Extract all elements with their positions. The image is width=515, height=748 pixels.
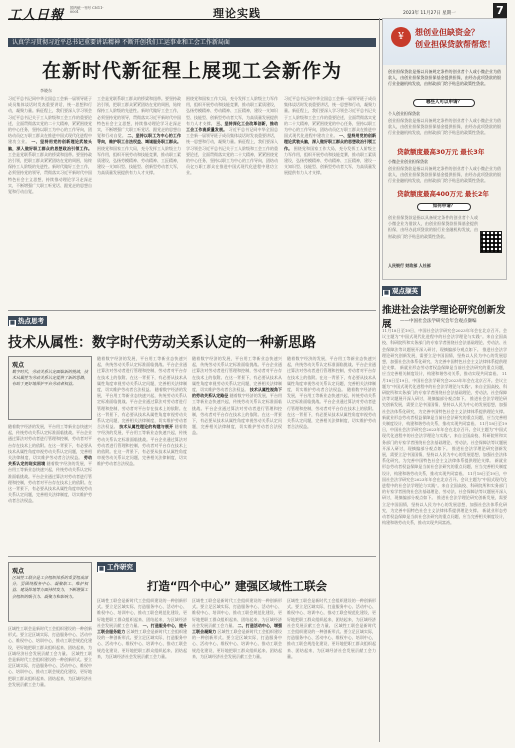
sidebar-body bbox=[382, 328, 507, 742]
sidebar-title: 推进社会法学理论研究创新发展 bbox=[382, 305, 506, 330]
promo-amount-2: 贷款额度最高400万元 最长2年 bbox=[397, 190, 489, 198]
opinion-badge bbox=[382, 286, 421, 296]
section-marker-icon: ■ bbox=[98, 566, 105, 572]
newspaper-logo: 工人日報 bbox=[8, 8, 65, 23]
viewpoint-box-2 bbox=[8, 356, 92, 420]
divider bbox=[8, 556, 376, 557]
article3-col2-text: 区域性工联会是新时代工会组织建设的一种创新形式。要立足区域实际，打造服务中心、活动中心、维权中心、培训中心，推动工联会规范化建设，更好地把职工群众组织起来、团结起来，为区域经济社会发展贡献工会力量。 bbox=[97, 598, 187, 628]
loan-promo-ad bbox=[382, 18, 507, 280]
article3-subhead-1: 一、打造服务中心，提升工联会服务能力 bbox=[97, 622, 187, 635]
promo-item-2: 小微企业创业担保贷款 bbox=[388, 159, 428, 164]
article3-col3-text-more: 区域性工联会是新时代工会组织建设的一种创新形式。要立足区域实际，打造服务中心、活动中心、维权中心、培训中心，推动工联会规范化建设，更好地把职工群众组织起来、团结起来，为区域经济社会发展贡献工会力量。 bbox=[192, 629, 282, 659]
article3-col4-text-more: 区域性工联会是新时代工会组织建设的一种创新形式。要立足区域实际，打造服务中心、活动中心、维权中心、培训中心，推动工联会规范化建设，更好地把职工群众组织起来、团结起来，为区域经济社会发展贡献工会力量。 bbox=[287, 622, 376, 659]
article3-col1-text-more: 区域性工联会是新时代工会组织建设的一种创新形式。要立足区域实际，打造服务中心、活动中心、维权中心、培训中心，推动工联会规范化建设，更好地把职工群众组织起来、团结起来，为区域经济社会发展贡献工会力量。 bbox=[8, 650, 92, 687]
sidebar-para-6: 新就业形态劳动者权益保障是当前社会法研究的重点问题，应当完善相关制度设计，构建和谐劳动关系，推动实现共同富裕。 bbox=[382, 414, 507, 427]
sidebar-subtitle: ——中国社会法学研究会年会观点撷编 bbox=[400, 319, 477, 324]
promo-headline-2: 创业担保贷款帮帮您！ bbox=[415, 40, 495, 49]
article3-column-3 bbox=[192, 598, 282, 742]
lead-col3-subhead: 三、坚持深化工会改革创新，推动工会工作高质量发展。 bbox=[186, 120, 278, 133]
promo-question-1: 哪些人可以申请？ bbox=[413, 99, 475, 107]
article3-column-2 bbox=[97, 598, 187, 742]
yuan-coin-icon: ¥ bbox=[391, 27, 411, 47]
article2-col3-text: 随着数字经济的发展，平台用工等新业态快速兴起，传统劳动关系认定标准面临挑战。平台企业通过算法对劳动者进行管理和控制，劳动者对平台存在技术上的依附。在这一背景下，有必要从技术从属性角度审视劳动关系认定问题，完善相关法律制度，切实维护劳动者合法权益。 bbox=[192, 356, 282, 393]
lead-col4-subhead: 一、坚持用党的创新理论武装头脑，深入做好职工群众的思想政治引领工作。 bbox=[284, 133, 376, 151]
promo-item-2-detail: 创业担保贷款是指以具备规定条件的创业者个人或小微企业为借款人，由创业担保贷款担保基金提供担保，由经办此项贷款的银行业金融机构发放，由财政部门给予贴息的政策性贷款。 bbox=[388, 166, 501, 184]
lead-col2-text-more: 围绕党和国家工作大局，充分发挥工人阶级主力军作用，组织开展劳动和技能竞赛，推动职工素质建设，弘扬劳模精神、劳动精神、工匠精神，建设一支知识型、技能型、创新型劳动者大军，为高质量发展提供有力人才支撑。 bbox=[97, 145, 181, 176]
lead-headline: 在新时代新征程上展现工会新作为 bbox=[41, 60, 342, 82]
sidebar-para-1: 11月18日至19日，中国社会法学研究会2023年年会在北京召开。会议主题为“中国式现代化进程中的社会法学理论与实践”。来自全国高校、科研院所和实务部门的专家学者围绕社会法基础理论、劳动法、社会保障法等议题展开深入研讨，现摘编部分观点如下。 bbox=[382, 328, 507, 352]
article3-col2-text-more: 区域性工联会是新时代工会组织建设的一种创新形式。要立足区域实际，打造服务中心、活动中心、维权中心、培训中心，推动工联会规范化建设，更好地把职工群众组织起来、团结起来，为区域经济社会发展贡献工会力量。 bbox=[97, 629, 187, 659]
lead-col4-text: 习近平总书记同中华全国总工会新一届领导班子成员集体谈话时发表重要讲话，统一思想和行动，凝聚力量。新征程上，我们要深入学习领会习近平总书记关于工人阶级和工会工作的重要论述，全面贯彻落实党的二十大精神，紧紧围绕党的中心任务，坚持以职工为中心的工作导向，团结动员亿万职工群众在推进中国式现代化进程中建功立业。 bbox=[284, 96, 376, 139]
promo-intro: 创业担保贷款是指以具备规定条件的创业者个人或小微企业为借款人，由创业担保贷款担保基金提供担保，由经办此项贷款的银行业金融机构发放，由财政部门给予贴息的政策性贷款。 bbox=[388, 69, 501, 87]
lead-col1-text: 习近平总书记同中华全国总工会新一届领导班子成员集体谈话时发表重要讲话，统一思想和行动，凝聚力量。新征程上，我们要深入学习领会习近平总书记关于工人阶级和工会工作的重要论述，全面贯彻落实党的二十大精神，紧紧围绕党的中心任务，坚持以职工为中心的工作导向，团结动员亿万职工群众在推进中国式现代化进程中建功立业。 bbox=[8, 96, 92, 145]
section-marker-icon: ■ bbox=[383, 290, 390, 296]
article2-col3-text-more: 随着数字经济的发展，平台用工等新业态快速兴起，传统劳动关系认定标准面临挑战。平台企业通过算法对劳动者进行管理和控制，劳动者对平台存在技术上的依附。在这一背景下，有必要从技术从属性角度审视劳动关系认定问题，完善相关法律制度，切实维护劳动者合法权益。 bbox=[192, 393, 282, 436]
lead-col1-subhead: 一、坚持用党的创新理论武装头脑，深入做好职工群众的思想政治引领工作。 bbox=[8, 139, 92, 151]
lead-column-4 bbox=[284, 96, 376, 306]
article2-col2-text-more: 随着数字经济的发展，平台用工等新业态快速兴起，传统劳动关系认定标准面临挑战。平台企业通过算法对劳动者进行管理和控制，劳动者对平台存在技术上的依附。在这一背景下，有必要从技术从属性角度审视劳动关系认定问题，完善相关法律制度，切实维护劳动者合法权益。 bbox=[97, 387, 187, 430]
work-research-badge bbox=[97, 562, 136, 572]
article2-col2-text: 随着数字经济的发展，平台用工等新业态快速兴起，传统劳动关系认定标准面临挑战。平台企业通过算法对劳动者进行管理和控制，劳动者对平台存在技术上的依附。在这一背景下，有必要从技术从属性角度审视劳动关系认定问题，完善相关法律制度，切实维护劳动者合法权益。 bbox=[97, 356, 187, 393]
lead-col3-text-more: 习近平总书记同中华全国总工会新一届领导班子成员集体谈话时发表重要讲话，统一思想和行动，凝聚力量。新征程上，我们要深入学习领会习近平总书记关于工人阶级和工会工作的重要论述，全面贯彻落实党的二十大精神，紧紧围绕党的中心任务，坚持以职工为中心的工作导向，团结动员亿万职工群众在推进中国式现代化进程中建功立业。 bbox=[186, 127, 278, 176]
viewpoint-title: 观点 bbox=[12, 362, 25, 369]
logo-subtitle: 国内统一刊号 CN11-0001 bbox=[70, 6, 104, 14]
qr-code-icon[interactable] bbox=[480, 231, 502, 253]
lead-column-3 bbox=[186, 96, 278, 306]
lead-col2-subhead: 二、坚持以职工为中心的工作导向，维护职工合法权益、竭诚服务职工群众。 bbox=[97, 133, 181, 145]
promo-apply-text: 创业担保贷款是指以具备规定条件的创业者个人或小微企业为借款人，由创业担保贷款担保基金提供担保，由经办此项贷款的银行业金融机构发放，由财政部门给予贴息的政策性贷款。 bbox=[388, 215, 478, 239]
article2-subhead-3: 技术从属性视角下的劳动关系认定路径 bbox=[192, 387, 282, 399]
promo-question-2: 如何申请？ bbox=[417, 203, 471, 211]
promo-headline-1: 想创业但缺资金？ bbox=[415, 28, 479, 37]
viewpoint-text: 区域性工联会是工会组织体系的重要组成部分，要围绕服务中心、凝聚职工、维护权益、建设阵地等方面持续发力，不断增强工会组织的吸引力、凝聚力和影响力。 bbox=[12, 575, 88, 599]
article2-col1-text: 随着数字经济的发展，平台用工等新业态快速兴起，传统劳动关系认定标准面临挑战。平台企业通过算法对劳动者进行管理和控制，劳动者对平台存在技术上的依附。在这一背景下，有必要从技术从属性角度审视劳动关系认定问题，完善相关法律制度，切实维护劳动者合法权益。 bbox=[8, 424, 92, 461]
hot-topic-badge-label: 热点思考 bbox=[18, 317, 44, 325]
series-banner: 认真学习贯彻习近平总书记重要讲话精神 不断开创我们工运事业和工会工作新局面 bbox=[8, 38, 376, 47]
lead-col3-text: 围绕党和国家工作大局，充分发挥工人阶级主力军作用，组织开展劳动和技能竞赛，推动职工素质建设，弘扬劳模精神、劳动精神、工匠精神，建设一支知识型、技能型、创新型劳动者大军，为高质量发展提供有力人才支撑。 bbox=[186, 96, 278, 126]
section-marker-icon: ■ bbox=[9, 320, 16, 326]
sidebar-para-2: 推进社会法学理论研究创新发展，需要立足中国国情，坚持以人民为中心的发展思想，加强社会法体系化研究，为完善中国特色社会主义法律体系提供理论支撑。 bbox=[382, 346, 507, 371]
viewpoint-title: 观点 bbox=[12, 568, 25, 575]
promo-amount-1: 贷款额度最高30万元 最长3年 bbox=[397, 148, 485, 156]
article2-col2-text-tail: 随着数字经济的发展，平台用工等新业态快速兴起，传统劳动关系认定标准面临挑战。平台企业通过算法对劳动者进行管理和控制，劳动者对平台存在技术上的依附。在这一背景下，有必要从技术从属性角度审视劳动关系认定问题，完善相关法律制度，切实维护劳动者合法权益。 bbox=[97, 424, 187, 467]
article2-column-2 bbox=[97, 356, 187, 552]
article3-col1-text: 区域性工联会是新时代工会组织建设的一种创新形式。要立足区域实际，打造服务中心、活动中心、维权中心、培训中心，推动工联会规范化建设，更好地把职工群众组织起来、团结起来，为区域经济社会发展贡献工会力量。 bbox=[8, 626, 92, 656]
article3-col3-text: 区域性工联会是新时代工会组织建设的一种创新形式。要立足区域实际，打造服务中心、活动中心、维权中心、培训中心，推动工联会规范化建设，更好地把职工群众组织起来、团结起来，为区域经济社会发展贡献工会力量。 bbox=[192, 598, 282, 628]
promo-brand: 人民银行 财政部 人社部 bbox=[388, 263, 431, 268]
article3-title: 打造“四个中心” 建强区域性工联会 bbox=[146, 579, 328, 593]
lead-column-1 bbox=[8, 96, 92, 306]
viewpoint-box-3 bbox=[8, 562, 92, 622]
viewpoint-text: 数字时代，劳动关系认定面临新的挑战，技术从属性为劳动关系认定提供了新的思路，有助于更好地保护平台劳动者权益。 bbox=[12, 369, 88, 387]
article2-column-3 bbox=[192, 356, 282, 552]
article2-subhead-1: 劳动关系认定的现实困境 bbox=[8, 455, 92, 467]
sidebar-para-4: 11月18日至19日，中国社会法学研究会2023年年会在北京召开。会议主题为“中国式现代化进程中的社会法学理论与实践”。来自全国高校、科研院所和实务部门的专家学者围绕社会法基础理论、劳动法、社会保障法等议题展开深入研讨，现摘编部分观点如下。 bbox=[382, 371, 507, 402]
work-research-badge-label: 工作研究 bbox=[107, 563, 133, 571]
opinion-badge-label: 观点撷英 bbox=[392, 287, 418, 295]
promo-header bbox=[383, 19, 506, 65]
sidebar-para-3: 新就业形态劳动者权益保障是当前社会法研究的重点问题，应当完善相关制度设计，构建和谐劳动关系，推动实现共同富裕。 bbox=[382, 365, 507, 377]
page-number: 7 bbox=[493, 3, 507, 18]
sidebar-para-11: 推进社会法学理论研究创新发展，需要立足中国国情，坚持以人民为中心的发展思想，加强社会法体系化研究，为完善中国特色社会主义法律体系提供理论支撑。 bbox=[382, 495, 507, 513]
divider bbox=[8, 310, 376, 311]
article2-col4-text-more: 随着数字经济的发展，平台用工等新业态快速兴起，传统劳动关系认定标准面临挑战。平台企业通过算法对劳动者进行管理和控制，劳动者对平台存在技术上的依附。在这一背景下，有必要从技术从属性角度审视劳动关系认定问题，完善相关法律制度，切实维护劳动者合法权益。 bbox=[287, 387, 376, 430]
issue-date: 2023年 11月27日 星期一 bbox=[403, 11, 456, 16]
section-title: 理论实践 bbox=[213, 7, 261, 20]
lead-col2-text: 工会是党联系职工群众的桥梁和纽带。要坚持政治引领，把职工群众紧紧团结在党的周围，始终保持工人阶级的先进性。新时代做好工会工作，必须坚持党的领导，贯彻落实习近平新时代中国特色社会主义思想，持续推动理论学习走深走实，不断增强广大职工听党话、跟党走的思想自觉和行动自觉。 bbox=[97, 96, 181, 139]
article2-column-4 bbox=[287, 356, 376, 552]
article3-column-1 bbox=[8, 626, 92, 742]
article3-col4-text: 区域性工联会是新时代工会组织建设的一种创新形式。要立足区域实际，打造服务中心、活动中心、维权中心、培训中心，推动工联会规范化建设，更好地把职工群众组织起来、团结起来，为区域经济社会发展贡献工会力量。 bbox=[287, 598, 376, 628]
article2-col4-text: 随着数字经济的发展，平台用工等新业态快速兴起，传统劳动关系认定标准面临挑战。平台企业通过算法对劳动者进行管理和控制，劳动者对平台存在技术上的依附。在这一背景下，有必要从技术从属性角度审视劳动关系认定问题，完善相关法律制度，切实维护劳动者合法权益。 bbox=[287, 356, 376, 393]
article3-column-4 bbox=[287, 598, 376, 742]
promo-item-1-detail: 创业担保贷款是指以具备规定条件的创业者个人或小微企业为借款人，由创业担保贷款担保基金提供担保，由经办此项贷款的银行业金融机构发放，由财政部门给予贴息的政策性贷款。 bbox=[388, 118, 501, 136]
article3-subhead-2: 二、打造活动中心，增强工联会凝聚力 bbox=[192, 622, 282, 635]
lead-byline: 李晓东 bbox=[40, 88, 52, 93]
sidebar-para-9: 新就业形态劳动者权益保障是当前社会法研究的重点问题，应当完善相关制度设计，构建和谐劳动关系，推动实现共同富裕。 bbox=[382, 458, 507, 476]
promo-item-1: 个人创业担保贷款 bbox=[388, 111, 420, 116]
lead-col1-text-more: 工会是党联系职工群众的桥梁和纽带。要坚持政治引领，把职工群众紧紧团结在党的周围，始终保持工人阶级的先进性。新时代做好工会工作，必须坚持党的领导，贯彻落实习近平新时代中国特色社会主义思想，持续推动理论学习走深走实，不断增强广大职工听党话、跟党走的思想自觉和行动自觉。 bbox=[8, 151, 92, 195]
sidebar-para-5: 推进社会法学理论研究创新发展，需要立足中国国情，坚持以人民为中心的发展思想，加强社会法体系化研究，为完善中国特色社会主义法律体系提供理论支撑。 bbox=[382, 396, 507, 414]
column-divider bbox=[379, 18, 380, 742]
article2-col1-text-more: 随着数字经济的发展，平台用工等新业态快速兴起，传统劳动关系认定标准面临挑战。平台企业通过算法对劳动者进行管理和控制，劳动者对平台存在技术上的依附。在这一背景下，有必要从技术从属性角度审视劳动关系认定问题，完善相关法律制度，切实维护劳动者合法权益。 bbox=[8, 461, 92, 504]
article2-title: 技术从属性：数字时代劳动关系认定的一种新思路 bbox=[8, 335, 316, 351]
sidebar-para-10: 11月18日至19日，中国社会法学研究会2023年年会在北京召开。会议主题为“中国式现代化进程中的社会法学理论与实践”。来自全国高校、科研院所和实务部门的专家学者围绕社会法基础理论、劳动法、社会保障法等议题展开深入研讨，现摘编部分观点如下。 bbox=[382, 470, 507, 501]
sidebar-para-7: 11月18日至19日，中国社会法学研究会2023年年会在北京召开。会议主题为“中国式现代化进程中的社会法学理论与实践”。来自全国高校、科研院所和实务部门的专家学者围绕社会法基础理论、劳动法、社会保障法等议题展开深入研讨，现摘编部分观点如下。 bbox=[382, 421, 507, 451]
article2-column-1 bbox=[8, 424, 92, 552]
lead-column-2 bbox=[97, 96, 181, 306]
article2-subhead-2: 技术从属性理论的构建与展开 bbox=[119, 424, 174, 430]
sidebar-para-12: 新就业形态劳动者权益保障是当前社会法研究的重点问题，应当完善相关制度设计，构建和谐劳动关系，推动实现共同富裕。 bbox=[382, 507, 507, 526]
sidebar-para-8: 推进社会法学理论研究创新发展，需要立足中国国情，坚持以人民为中心的发展思想，加强社会法体系化研究，为完善中国特色社会主义法律体系提供理论支撑。 bbox=[382, 445, 507, 464]
hot-topic-badge bbox=[8, 316, 47, 326]
lead-col4-text-more: 围绕党和国家工作大局，充分发挥工人阶级主力军作用，组织开展劳动和技能竞赛，推动职工素质建设，弘扬劳模精神、劳动精神、工匠精神，建设一支知识型、技能型、创新型劳动者大军，为高质量发展提供有力人才支撑。 bbox=[284, 145, 376, 176]
